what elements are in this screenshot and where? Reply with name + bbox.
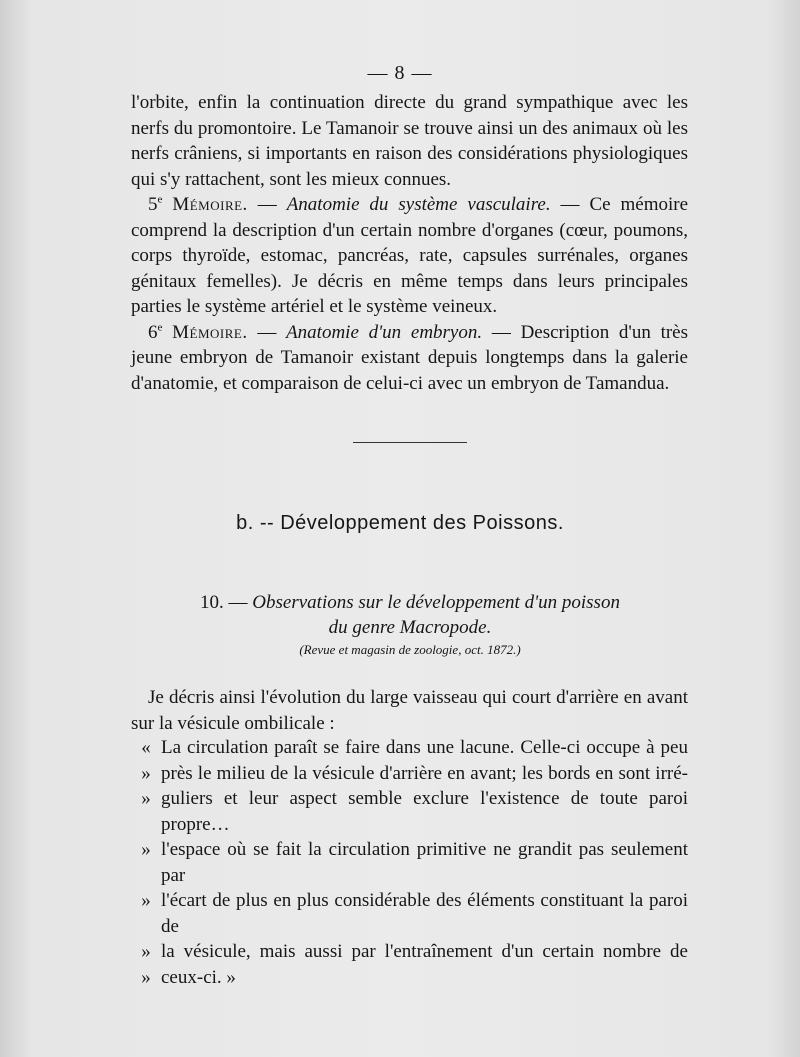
intro-text-block	[131, 685, 688, 736]
quote-mark: »	[141, 941, 151, 962]
quote-mark: «	[141, 737, 151, 758]
memoire-5-text: — Ce mémoire comprend la description d'un certain nombre d'organes (cœur, poumons, corps thyroïde, estomac, pancréas, rate, capsules surrénales, organes génitaux femelles). Je décris en même temps dans leurs principales parties le système artériel et le système veineux.	[131, 194, 689, 317]
quote-line: « La circulation paraît se faire dans une lacune. Celle-ci occupe à peu	[131, 735, 688, 761]
section-heading: b. -- Développement des Poissons.	[236, 512, 564, 534]
section-divider	[353, 442, 467, 443]
entry-title-text: Observations sur le développement d'un poisson	[252, 592, 620, 613]
quote-line: » près le milieu de la vésicule d'arrière en avant; les bords en sont irré-	[131, 761, 688, 787]
memoire-6-text: — Description d'un très jeune embryon de Tamanoir existant depuis longtemps dans la galerie d'anatomie, et comparaison de celui-ci avec un embryon de Tamandua.	[131, 321, 689, 394]
entry-title-line-2: du genre Macropode.	[328, 617, 492, 638]
paragraph-cranial-nerves: l'orbite, enfin la continuation directe du grand sympathique avec les nerfs du promontoire. Le Tamanoir se trouve ainsi un des animaux où les nerfs crâniens, si importants en raison des considérations physiologiques qui s'y rattachent, sont les mieux connues.	[131, 92, 688, 190]
memoire-6-dash: —	[247, 321, 287, 343]
memoire-5-label: Mémoire.	[172, 194, 248, 215]
paragraph-memoire-6	[131, 320, 688, 397]
memoire-5-dash: —	[247, 194, 287, 215]
quote-line: » l'espace où se fait la circulation primitive ne grandit pas seulement par	[131, 837, 688, 888]
quotation-block	[131, 735, 688, 990]
quote-line: » l'écart de plus en plus considérable des éléments constituant la paroi de	[131, 888, 688, 939]
memoire-5-number: 5e	[148, 193, 163, 215]
quote-mark: »	[141, 966, 151, 988]
memoire-6-title: Anatomie d'un embryon.	[286, 321, 483, 343]
page-number: — 8 —	[367, 62, 433, 84]
entry-title	[150, 590, 670, 640]
entry-number: 10. —	[200, 592, 253, 613]
quote-mark: »	[141, 839, 151, 860]
memoire-6-number: 6e	[148, 321, 163, 343]
paragraph-memoire-5	[131, 192, 688, 320]
paragraph-intro: Je décris ainsi l'évolution du large vaisseau qui court d'arrière en avant sur la vésicule ombilicale :	[131, 687, 688, 734]
entry-title-line-1	[150, 590, 670, 615]
memoire-5-title: Anatomie du système vasculaire.	[286, 194, 551, 215]
entry-source: (Revue et magasin de zoologie, oct. 1872.)	[299, 642, 521, 657]
quote-mark: »	[141, 788, 151, 809]
quote-mark: »	[141, 890, 151, 911]
quote-line: » ceux-ci. »	[131, 965, 688, 991]
memoire-6-label: Mémoire.	[172, 321, 248, 343]
quote-mark: »	[141, 762, 151, 784]
upper-text-block	[131, 90, 688, 396]
quote-line: » guliers et leur aspect semble exclure l'existence de toute paroi propre…	[131, 786, 688, 837]
quote-line: » la vésicule, mais aussi par l'entraînement d'un certain nombre de	[131, 939, 688, 965]
